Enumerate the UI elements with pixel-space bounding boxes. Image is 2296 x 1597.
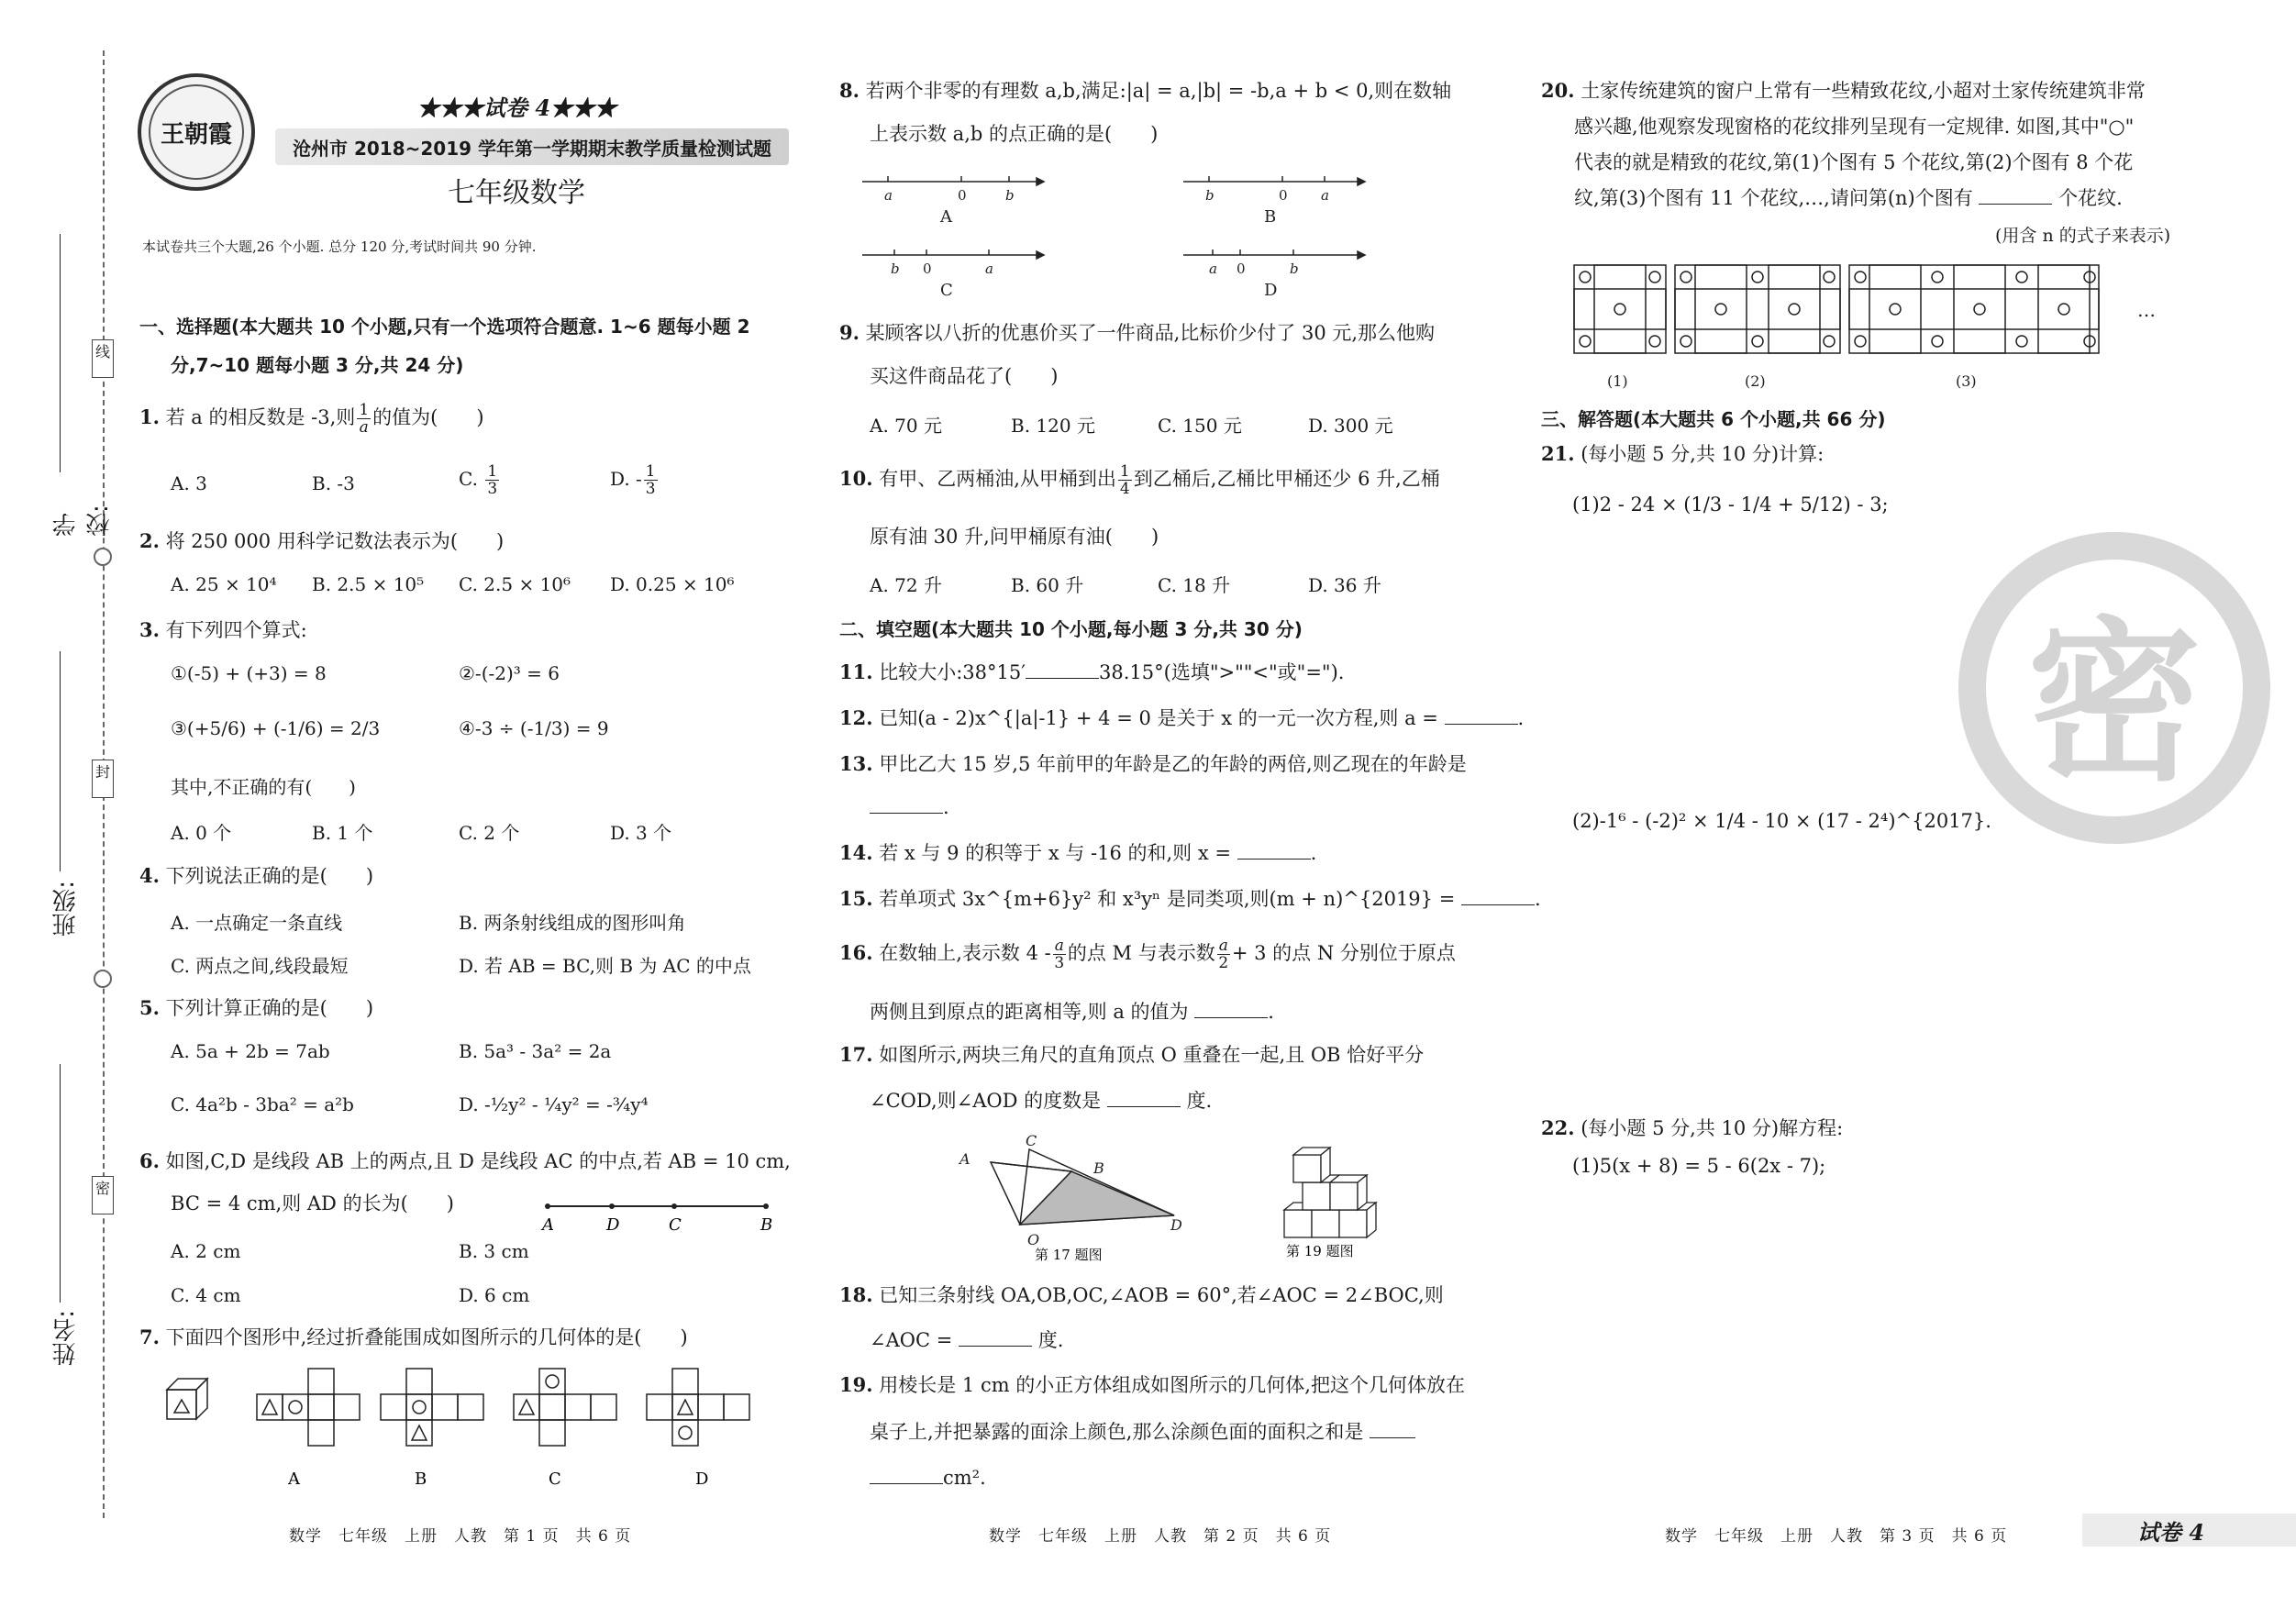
question-5: 5. 下列计算正确的是( ) <box>139 996 374 1019</box>
q20-label-2: (2) <box>1745 372 1766 390</box>
q19-answer-blank-b[interactable] <box>870 1465 943 1484</box>
seal-mark-3: 密 <box>92 1176 114 1214</box>
question-9: 9. 某顾客以八折的优惠价买了一件商品,比标价少付了 30 元,那么他购 <box>839 321 1436 344</box>
q8-label-a: A <box>940 207 952 227</box>
q3-ask: 其中,不正确的有( ) <box>171 776 356 798</box>
class-label: 班级: <box>52 881 80 937</box>
fig19-caption: 第 19 题图 <box>1286 1243 1354 1259</box>
svg-text:a: a <box>985 261 993 277</box>
q6-segment-figure <box>537 1188 775 1238</box>
q8-label-b: B <box>1264 207 1277 227</box>
footer-tag: 试卷 4 <box>2137 1518 2205 1546</box>
svg-text:a: a <box>1321 187 1329 204</box>
q20-label-1: (1) <box>1607 372 1628 390</box>
q6-option-a[interactable]: A. 2 cm <box>171 1240 241 1262</box>
question-17: 17. 如图所示,两块三角尺的直角顶点 O 重叠在一起,且 OB 恰好平分 <box>839 1043 1425 1066</box>
question-20-line-3: 代表的就是精致的花纹,第(1)个图有 5 个花纹,第(2)个图有 8 个花 <box>1574 151 2134 173</box>
question-10-line-2: 原有油 30 升,问甲桶原有油( ) <box>870 526 1159 548</box>
question-13-line-2: . <box>870 793 949 821</box>
name-field[interactable] <box>50 1064 78 1367</box>
q14-answer-blank[interactable] <box>1237 840 1311 859</box>
q10-option-d[interactable]: D. 36 升 <box>1308 574 1381 596</box>
q1-option-a[interactable]: A. 3 <box>171 472 207 494</box>
svg-text:O: O <box>1027 1231 1040 1248</box>
q11-answer-blank[interactable] <box>1026 660 1099 679</box>
question-8: 8. 若两个非零的有理数 a,b,满足:|a| = a,|b| = -b,a + b < 0,则在数轴 <box>839 79 1452 102</box>
question-21-part-2: (2)-1⁶ - (-2)² × 1/4 - 10 × (17 - 2⁴)^{2017}. <box>1572 810 1991 832</box>
section-1-heading-2: 分,7~10 题每小题 3 分,共 24 分) <box>171 354 464 376</box>
q4-option-d[interactable]: D. 若 AB = BC,则 B 为 AC 的中点 <box>459 955 751 977</box>
q7-label-c: C <box>549 1469 561 1489</box>
question-14: 14. 若 x 与 9 的积等于 x 与 -16 的和,则 x = . <box>839 841 1317 864</box>
svg-text:0: 0 <box>1237 261 1246 277</box>
title-bar <box>275 128 789 165</box>
footer-page-3: 数学 七年级 上册 人教 第 3 页 共 6 页 <box>1665 1527 2008 1546</box>
q7-label-d: D <box>695 1469 709 1489</box>
question-19-line-3: cm². <box>870 1464 986 1492</box>
question-22: 22. (每小题 5 分,共 10 分)解方程: <box>1541 1116 1844 1139</box>
q4-option-a[interactable]: A. 一点确定一条直线 <box>171 912 343 934</box>
q18-answer-blank[interactable] <box>959 1327 1032 1347</box>
q2-option-b[interactable]: B. 2.5 × 10⁵ <box>312 573 425 595</box>
name-label: 姓名: <box>52 1310 80 1366</box>
question-18-line-2: ∠AOC = 度. <box>870 1329 1064 1351</box>
svg-text:A: A <box>959 1150 971 1168</box>
q3-option-a[interactable]: A. 0 个 <box>171 822 232 844</box>
logo-badge <box>138 73 255 191</box>
svg-text:D: D <box>1170 1216 1182 1234</box>
q2-option-d[interactable]: D. 0.25 × 10⁶ <box>610 573 735 595</box>
q10-option-a[interactable]: A. 72 升 <box>870 574 942 596</box>
question-20-note: (用含 n 的式子来表示) <box>1995 226 2171 246</box>
question-11: 11. 比较大小:38°15′ 38.15°(选填">""<"或"="). <box>839 660 1345 683</box>
question-2: 2. 将 250 000 用科学记数法表示为( ) <box>139 529 505 552</box>
q1-option-c[interactable]: C. $\frac{1}{3}$ <box>459 462 498 498</box>
q9-option-a[interactable]: A. 70 元 <box>870 415 942 437</box>
confidential-stamp <box>1958 532 2270 844</box>
subject-title: 七年级数学 <box>448 177 585 209</box>
q20-pattern-figures <box>1570 261 2176 399</box>
q4-option-c[interactable]: C. 两点之间,线段最短 <box>171 955 349 977</box>
q13-answer-blank[interactable] <box>870 794 943 814</box>
q20-answer-blank[interactable] <box>1979 185 2052 205</box>
q3-expr-1: ①(-5) + (+3) = 8 <box>171 662 327 684</box>
exam-tag: ★★★试卷 4★★★ <box>417 94 617 121</box>
q16-answer-blank[interactable] <box>1194 999 1268 1018</box>
q6-label-a: A <box>542 1215 554 1235</box>
logo-text: 王朝霞 <box>160 120 232 149</box>
q8-number-lines <box>862 165 1376 312</box>
svg-text:0: 0 <box>1279 187 1288 204</box>
svg-text:0: 0 <box>923 261 932 277</box>
question-15: 15. 若单项式 3x^{m+6}y² 和 x³yⁿ 是同类项,则(m + n)^{2019} = . <box>839 887 1541 910</box>
question-8-line-2: 上表示数 a,b 的点正确的是( ) <box>870 123 1159 145</box>
q1-option-b[interactable]: B. -3 <box>312 472 355 494</box>
section-1-heading: 一、选择题(本大题共 10 个小题,只有一个选项符合题意. 1~6 题每小题 2 <box>139 316 750 338</box>
question-6: 6. 如图,C,D 是线段 AB 上的两点,且 D 是线段 AC 的中点,若 AB = 10 cm, <box>139 1149 791 1172</box>
q9-option-b[interactable]: B. 120 元 <box>1011 415 1095 437</box>
svg-text:a: a <box>884 187 893 204</box>
q8-label-d: D <box>1264 281 1278 300</box>
q2-option-a[interactable]: A. 25 × 10⁴ <box>171 573 277 595</box>
question-20: 20. 土家传统建筑的窗户上常有一些精致花纹,小超对土家传统建筑非常 <box>1541 79 2146 102</box>
question-4: 4. 下列说法正确的是( ) <box>139 864 374 887</box>
binding-hole-1 <box>94 548 112 566</box>
question-3: 3. 有下列四个算式: <box>139 618 307 641</box>
question-17-line-2: ∠COD,则∠AOD 的度数是 度. <box>870 1090 1213 1112</box>
svg-text:b: b <box>1205 187 1215 204</box>
question-22-part-1: (1)5(x + 8) = 5 - 6(2x - 7); <box>1572 1155 1826 1177</box>
svg-text:b: b <box>1005 187 1015 204</box>
q19-answer-blank-a[interactable] <box>1370 1419 1415 1438</box>
q7-label-a: A <box>288 1469 300 1489</box>
q20-label-3: (3) <box>1956 372 1977 390</box>
q10-option-c[interactable]: C. 18 升 <box>1158 574 1231 596</box>
q2-option-c[interactable]: C. 2.5 × 10⁶ <box>459 573 571 595</box>
q17-figure <box>954 1133 1192 1261</box>
svg-text:C: C <box>1026 1133 1037 1149</box>
section-2-heading: 二、填空题(本大题共 10 个小题,每小题 3 分,共 30 分) <box>839 618 1303 640</box>
q5-option-a[interactable]: A. 5a + 2b = 7ab <box>171 1040 330 1062</box>
school-field[interactable] <box>50 234 114 537</box>
svg-text:0: 0 <box>958 187 967 204</box>
q3-expr-4: ④-3 ÷ (-1/3) = 9 <box>459 717 609 739</box>
question-13: 13. 甲比乙大 15 岁,5 年前甲的年龄是乙的年龄的两倍,则乙现在的年龄是 <box>839 752 1467 775</box>
q5-option-c[interactable]: C. 4a²b - 3ba² = a²b <box>171 1093 354 1115</box>
q9-option-c[interactable]: C. 150 元 <box>1158 415 1242 437</box>
q6-option-b[interactable]: B. 3 cm <box>459 1240 529 1262</box>
question-12: 12. 已知(a - 2)x^{|a|-1} + 4 = 0 是关于 x 的一元一次方程,则 a = . <box>839 706 1525 729</box>
q6-option-c[interactable]: C. 4 cm <box>171 1284 241 1306</box>
q6-label-d: D <box>606 1215 620 1235</box>
q3-option-d[interactable]: D. 3 个 <box>610 822 672 844</box>
binding-hole-2 <box>94 970 112 988</box>
q3-option-c[interactable]: C. 2 个 <box>459 822 520 844</box>
q5-option-d[interactable]: D. -½y² - ¼y² = -¾y⁴ <box>459 1093 649 1115</box>
q6-label-c: C <box>669 1215 682 1235</box>
question-18: 18. 已知三条射线 OA,OB,OC,∠AOB = 60°,若∠AOC = 2∠BOC,则 <box>839 1283 1444 1306</box>
q5-option-b[interactable]: B. 5a³ - 3a² = 2a <box>459 1040 612 1062</box>
school-label: 学校: <box>52 505 114 537</box>
q7-label-b: B <box>415 1469 427 1489</box>
q9-option-d[interactable]: D. 300 元 <box>1308 415 1393 437</box>
q10-option-b[interactable]: B. 60 升 <box>1011 574 1084 596</box>
question-21-part-1: (1)2 - 24 × (1/3 - 1/4 + 5/12) - 3; <box>1572 494 1889 516</box>
fig17-caption: 第 17 题图 <box>1035 1247 1103 1261</box>
q7-figures <box>156 1367 816 1495</box>
question-7: 7. 下面四个图形中,经过折叠能围成如图所示的几何体的是( ) <box>139 1325 688 1348</box>
question-6-line-2: BC = 4 cm,则 AD 的长为( ) <box>171 1192 454 1214</box>
q19-figure <box>1275 1133 1385 1261</box>
exam-notice: 本试卷共三个大题,26 个小题. 总分 120 分,考试时间共 90 分钟. <box>142 238 537 255</box>
question-16-line-2: 两侧且到原点的距离相等,则 a 的值为 . <box>870 1001 1274 1023</box>
question-21: 21. (每小题 5 分,共 10 分)计算: <box>1541 442 1825 465</box>
q4-option-b[interactable]: B. 两条射线组成的图形叫角 <box>459 912 686 934</box>
q3-expr-2: ②-(-2)³ = 6 <box>459 662 560 684</box>
footer-page-1: 数学 七年级 上册 人教 第 1 页 共 6 页 <box>289 1527 632 1546</box>
seal-mark-2: 封 <box>92 760 114 798</box>
q8-label-c: C <box>940 281 953 300</box>
question-9-line-2: 买这件商品花了( ) <box>870 365 1059 387</box>
q12-answer-blank[interactable] <box>1445 705 1518 725</box>
seal-mark-1: 线 <box>92 339 114 378</box>
q1-option-d[interactable]: D. - $\frac{1}{3}$ <box>610 462 656 498</box>
question-19-line-2: 桌子上,并把暴露的面涂上颜色,那么涂颜色面的面积之和是 <box>870 1418 1415 1446</box>
q3-expr-3: ③(+5/6) + (-1/6) = 2/3 <box>171 717 381 739</box>
stamp-char: 密 <box>2026 601 2202 804</box>
section-3-heading: 三、解答题(本大题共 6 个小题,共 66 分) <box>1541 408 1886 430</box>
footer-page-2: 数学 七年级 上册 人教 第 2 页 共 6 页 <box>989 1527 1332 1546</box>
exam-title: 沧州市 2018~2019 学年第一学期期末教学质量检测试题 <box>292 137 771 160</box>
svg-text:b: b <box>891 261 900 277</box>
q15-answer-blank[interactable] <box>1461 886 1535 905</box>
class-field[interactable] <box>50 651 78 954</box>
question-10: 10. 有甲、乙两桶油,从甲桶到出 $\frac{1}{4}$ 到乙桶后,乙桶比甲桶还少 6 升,乙桶 <box>839 462 1440 498</box>
q6-option-d[interactable]: D. 6 cm <box>459 1284 530 1306</box>
question-16: 16. 在数轴上,表示数 4 - $\frac{a}{3}$ 的点 M 与表示数 $\frac{a}{2}$ + 3 的点 N 分别位于原点 <box>839 937 1456 972</box>
question-20-line-2: 感兴趣,他观察发现窗格的花纹排列呈现有一定规律. 如图,其中"○" <box>1574 116 2135 138</box>
q6-label-b: B <box>760 1215 773 1235</box>
question-20-line-4: 纹,第(3)个图有 11 个花纹,…,请问第(n)个图有 个花纹. <box>1574 187 2123 209</box>
q3-option-b[interactable]: B. 1 个 <box>312 822 373 844</box>
q17-answer-blank[interactable] <box>1107 1088 1181 1107</box>
svg-text:a: a <box>1209 261 1217 277</box>
svg-text:B: B <box>1093 1159 1104 1177</box>
svg-text:b: b <box>1290 261 1299 277</box>
question-1: 1. 若 a 的相反数是 -3,则 $\frac{1}{a}$ 的值为( ) <box>139 401 484 437</box>
question-19: 19. 用棱长是 1 cm 的小正方体组成如图所示的几何体,把这个几何体放在 <box>839 1373 1465 1396</box>
q20-ellipsis: … <box>2137 299 2156 321</box>
footer-tag-bar <box>2082 1514 2296 1547</box>
